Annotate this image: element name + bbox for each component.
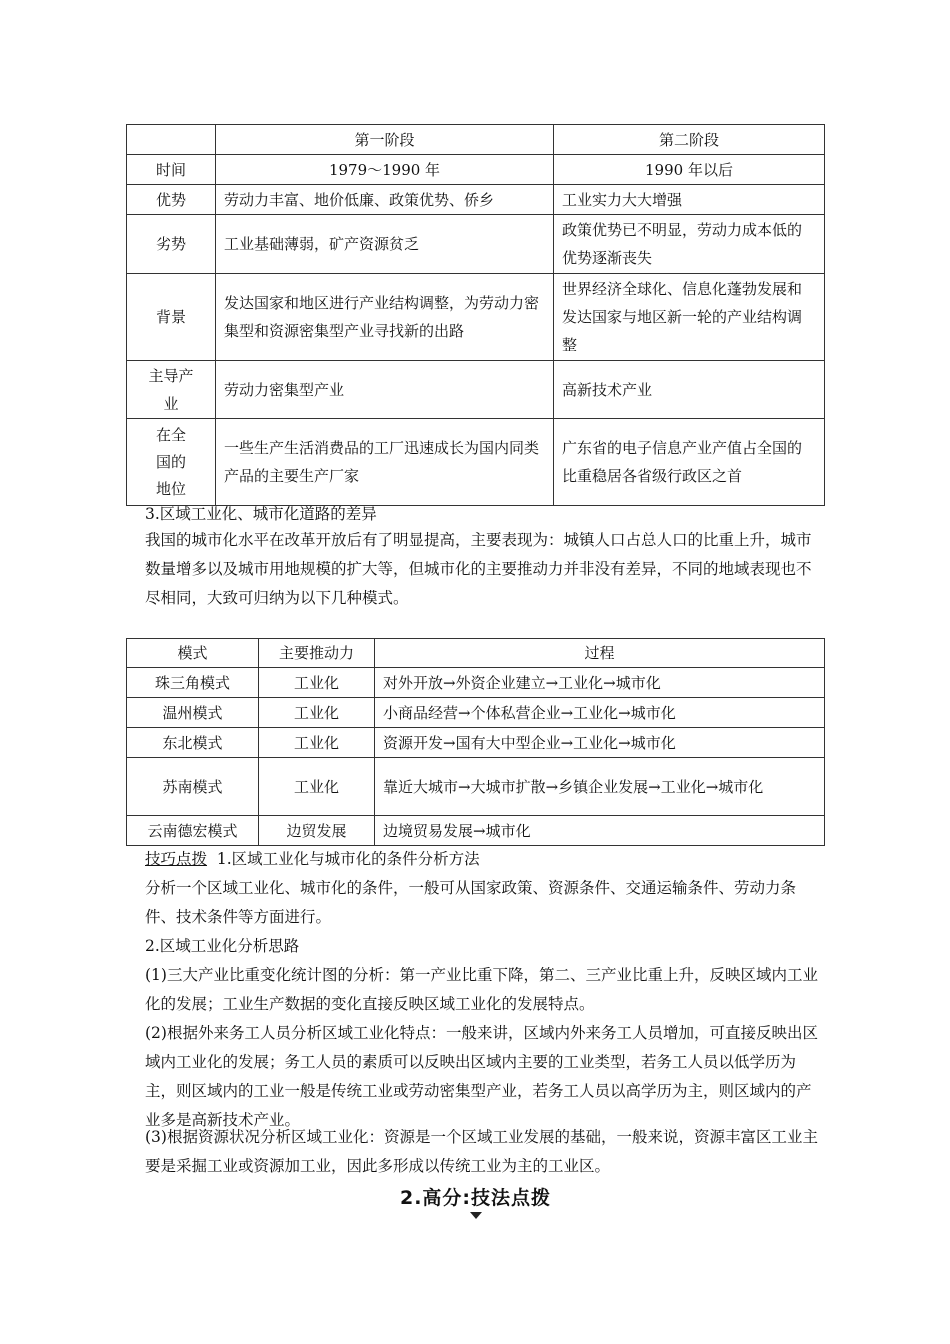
table-row [127,728,825,758]
stage1-cell: 劳动力丰富、地价低廉、政策优势、侨乡 [216,185,554,215]
tips-tag: 技巧点拨 [145,850,208,868]
table-row [127,816,825,846]
force-cell: 边贸发展 [259,816,375,846]
table-row [127,155,825,185]
tips-heading [145,845,825,874]
process-cell: 资源开发→国有大中型企业→工业化→城市化 [375,728,825,758]
force-cell: 工业化 [259,758,375,816]
stage2-cell: 工业实力大大增强 [554,185,825,215]
table-row [127,361,825,419]
section-banner [398,1183,553,1219]
tips-heading-2: 2.区域工业化分析思路 [145,937,300,955]
tips-paragraph-1: 分析一个区域工业化、城市化的条件，一般可从国家政策、资源条件、交通运输条件、劳动力条件、技术条件等方面进行。 [145,879,797,926]
table-row [127,758,825,816]
force-cell: 工业化 [259,728,375,758]
row-label: 优势 [127,185,216,215]
stage2-cell: 1990 年以后 [554,155,825,185]
row-label: 时间 [127,155,216,185]
force-cell: 工业化 [259,668,375,698]
stage-table [126,124,825,506]
row-label: 在全国的地位 [127,419,216,506]
table-row [127,274,825,361]
stage1-cell: 劳动力密集型产业 [216,361,554,419]
section-paragraph: 我国的城市化水平在改革开放后有了明显提高，主要表现为：城镇人口占总人口的比重上升，城市数量增多以及城市用地规模的扩大等，但城市化的主要推动力并非没有差异，不同的地域表现也不尽相同，大致可归纳为以下几种模式。 [145,531,812,607]
stage1-cell: 1979～1990 年 [216,155,554,185]
stage2-cell: 政策优势已不明显，劳动力成本低的优势逐渐丧失 [554,215,825,274]
process-cell: 边境贸易发展→城市化 [375,816,825,846]
section-heading: 3.区域工业化、城市化道路的差异 [145,505,377,523]
table-header-row [127,639,825,668]
stage2-cell: 广东省的电子信息产业产值占全国的比重稳居各省级行政区之首 [554,419,825,506]
stage1-cell: 发达国家和地区进行产业结构调整，为劳动力密集型和资源密集型产业寻找新的出路 [216,274,554,361]
header-cell: 模式 [127,639,259,668]
tips-paragraph-4: (3)根据资源状况分析区域工业化：资源是一个区域工业发展的基础，一般来说，资源丰富区工业主要是采掘工业或资源加工业，因此多形成以传统工业为主的工业区。 [145,1128,818,1175]
stage1-cell: 工业基础薄弱，矿产资源贫乏 [216,215,554,274]
table-row [127,668,825,698]
process-cell: 小商品经营→个体私营企业→工业化→城市化 [375,698,825,728]
header-cell: 第二阶段 [554,125,825,155]
header-cell: 第一阶段 [216,125,554,155]
mode-cell: 温州模式 [127,698,259,728]
stage2-cell: 高新技术产业 [554,361,825,419]
mode-cell: 珠三角模式 [127,668,259,698]
process-cell: 靠近大城市→大城市扩散→乡镇企业发展→工业化→城市化 [375,758,825,816]
mode-table [126,638,825,846]
header-cell [127,125,216,155]
header-cell: 过程 [375,639,825,668]
stage1-cell: 一些生产生活消费品的工厂迅速成长为国内同类产品的主要生产厂家 [216,419,554,506]
table-row [127,419,825,506]
tips-paragraph-2: (1)三大产业比重变化统计图的分析：第一产业比重下降，第二、三产业比重上升，反映区域内工业化的发展；工业生产数据的变化直接反映区域工业化的发展特点。 [145,966,818,1013]
row-label: 劣势 [127,215,216,274]
row-label: 背景 [127,274,216,361]
table-header-row [127,125,825,155]
table-row [127,185,825,215]
force-cell: 工业化 [259,698,375,728]
table-row [127,698,825,728]
table-row [127,215,825,274]
mode-cell: 云南德宏模式 [127,816,259,846]
tips-heading-1: 1.区域工业化与城市化的条件分析方法 [216,850,480,868]
tips-paragraph-3: (2)根据外来务工人员分析区域工业化特点：一般来讲，区域内外来务工人员增加，可直接反映出区域内工业化的发展；务工人员的素质可以反映出区域内主要的工业类型，若务工人员以低学历为主，则区域内的工业一般是传统工业或劳动密集型产业，若务工人员以高学历为主，则区域内的产业多是高新技术产业。 [145,1024,818,1129]
triangle-down-icon [470,1212,482,1219]
header-cell: 主要推动力 [259,639,375,668]
stage2-cell: 世界经济全球化、信息化蓬勃发展和发达国家与地区新一轮的产业结构调整 [554,274,825,361]
banner-label: 2.高分:技法点拨 [399,1187,552,1209]
row-label: 主导产业 [127,361,216,419]
process-cell: 对外开放→外资企业建立→工业化→城市化 [375,668,825,698]
mode-cell: 苏南模式 [127,758,259,816]
mode-cell: 东北模式 [127,728,259,758]
